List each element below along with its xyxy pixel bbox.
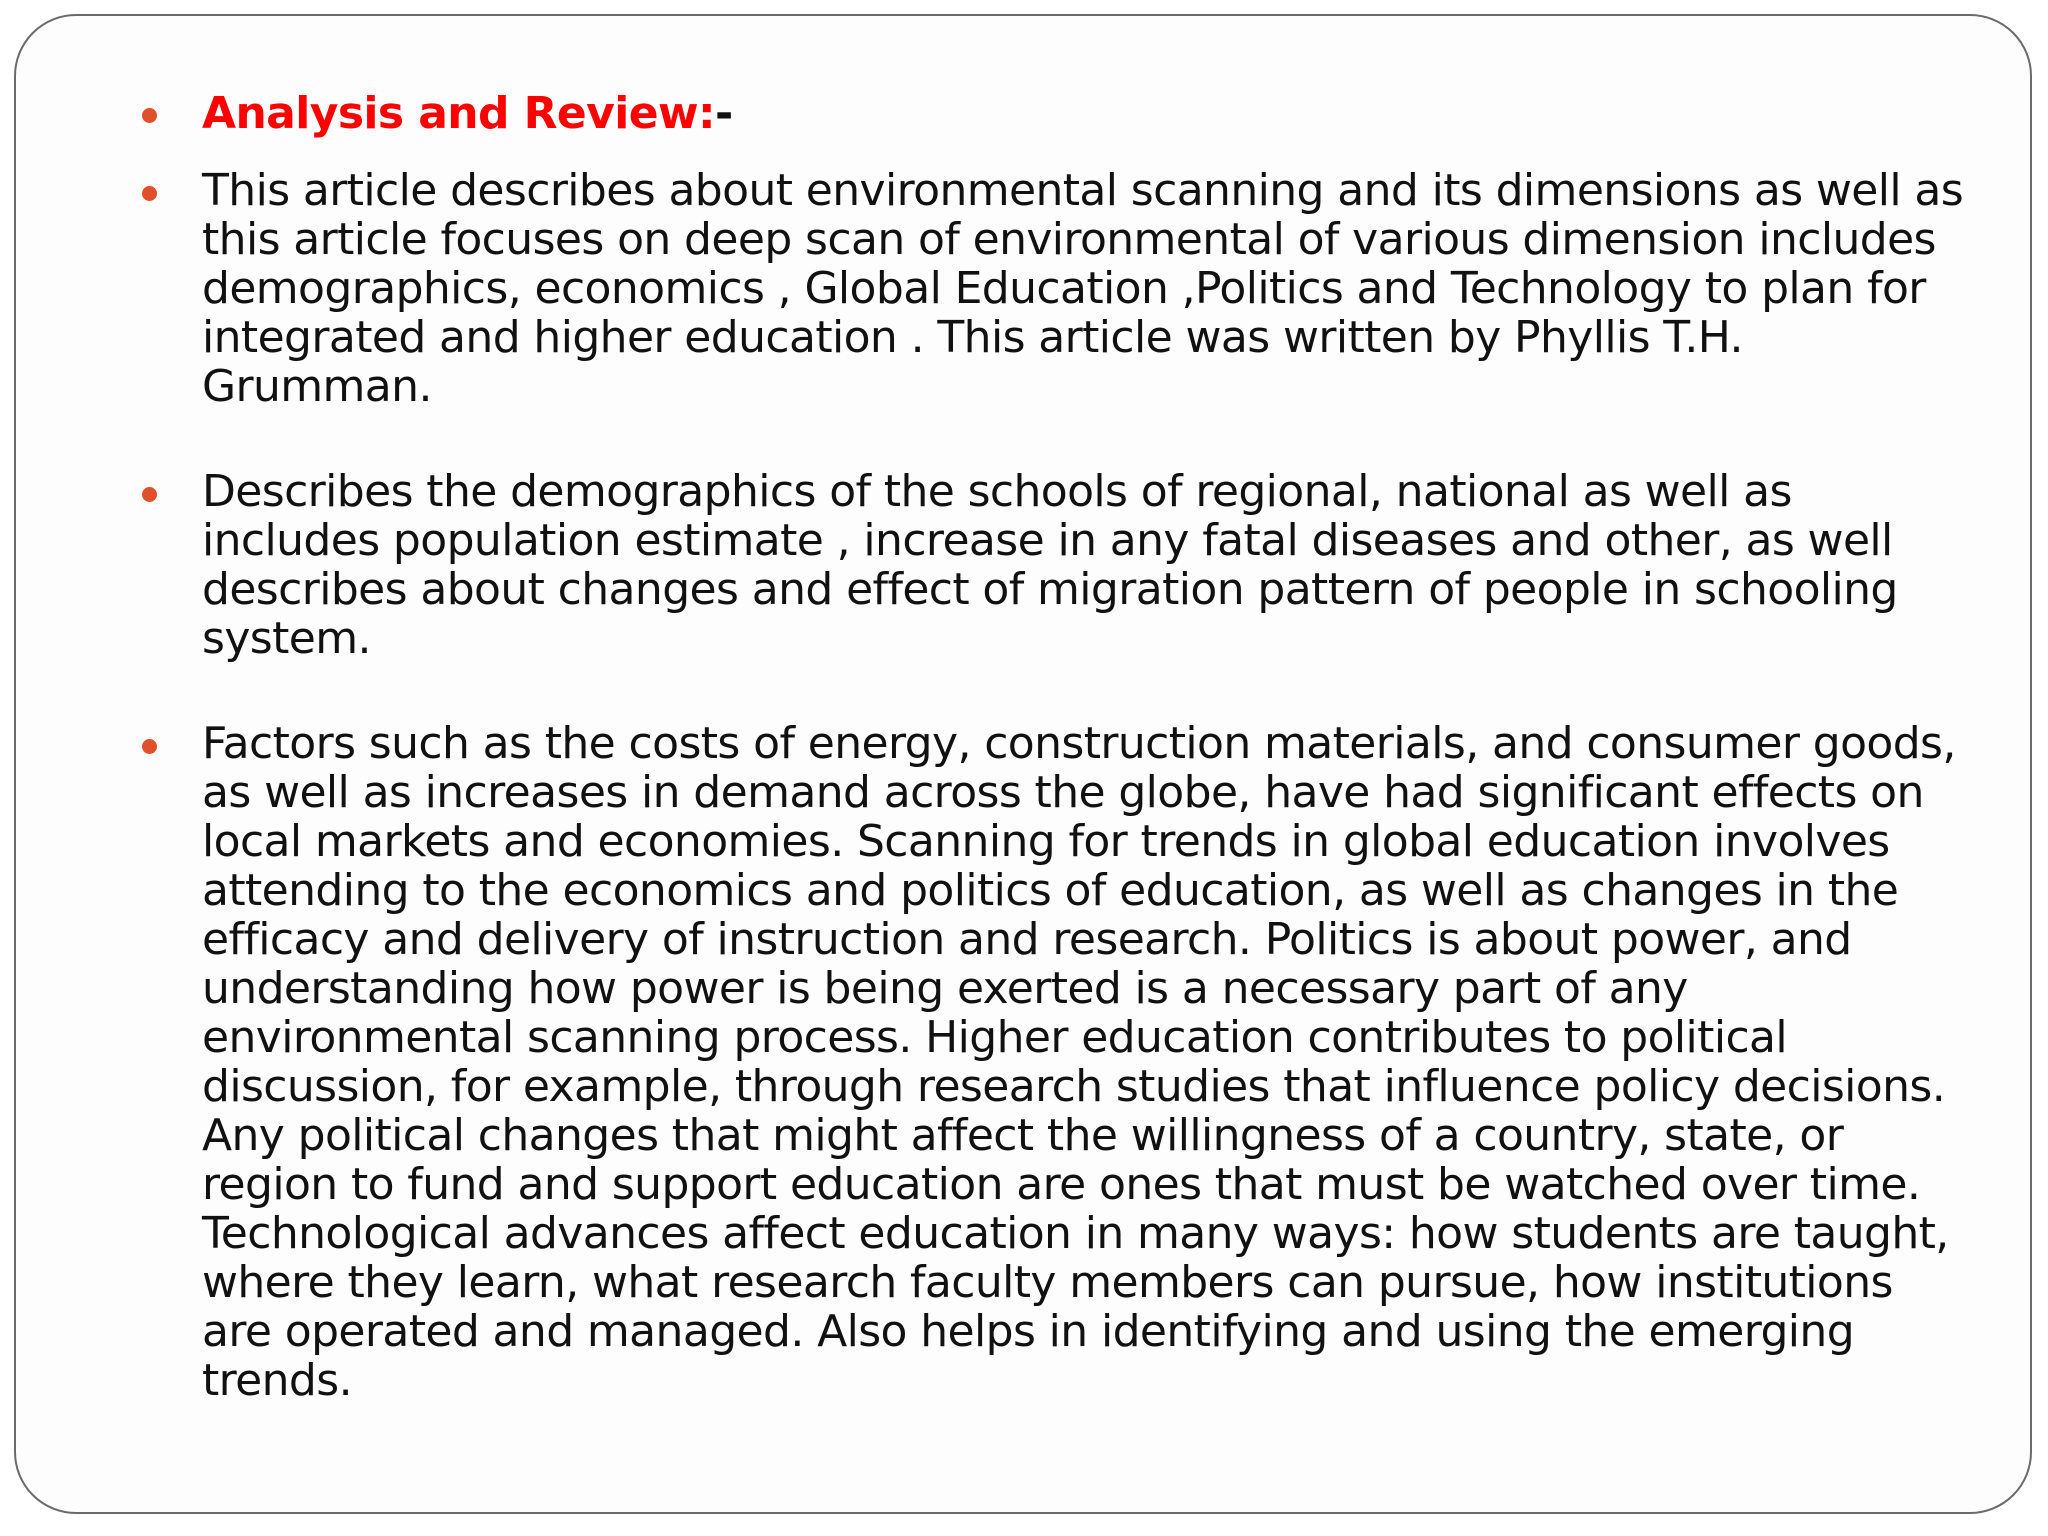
bullet-dot-icon [142,487,157,502]
slide-frame [14,14,2032,1514]
bullet-dot-icon [142,108,157,123]
bullet-item-3 [136,719,1966,1405]
bullet-dot-icon [142,739,157,754]
bullet-dot-icon [142,186,157,201]
slide-heading: Analysis and Review: [202,88,716,139]
bullet-text: Describes the demographics of the schools of regional, national as well as includes population estimate , increase in any fatal diseases and other, as well describes about changes and effect of migration pattern of people in schooling system. [202,466,1898,664]
bullet-item-1 [136,166,1966,411]
bullet-text: Factors such as the costs of energy, construction materials, and consumer goods, as well as increases in demand across the globe, have had significant effects on local markets and economies. Scanning for trends in global education involves attending to the economics and politics of education, as well as changes in the efficacy and delivery of instruction and research. Politics is about power, and understanding how power is being exerted is a necessary part of any environmental scanning process. Higher education contributes to political discussion, for example, through research studies that influence policy decisions. Any political changes that might affect the willingness of a country, state, or region to fund and support education are ones that must be watched over time. Technological advances affect education in many ways: how students are taught, where they learn, what research faculty members can pursue, how institutions are operated and managed. Also helps in identifying and using the emerging trends. [202,718,1956,1406]
bullet-item-2 [136,467,1966,663]
heading-suffix: - [715,88,733,139]
heading-item [136,76,1966,152]
slide-content [136,76,1966,1405]
bullet-text: This article describes about environmental scanning and its dimensions as well as this article focuses on deep scan of environmental of various dimension includes demographics, economics , Global Education ,Politics and Technology to plan for integrated and higher education . This article was written by Phyllis T.H. Grumman. [202,165,1964,412]
